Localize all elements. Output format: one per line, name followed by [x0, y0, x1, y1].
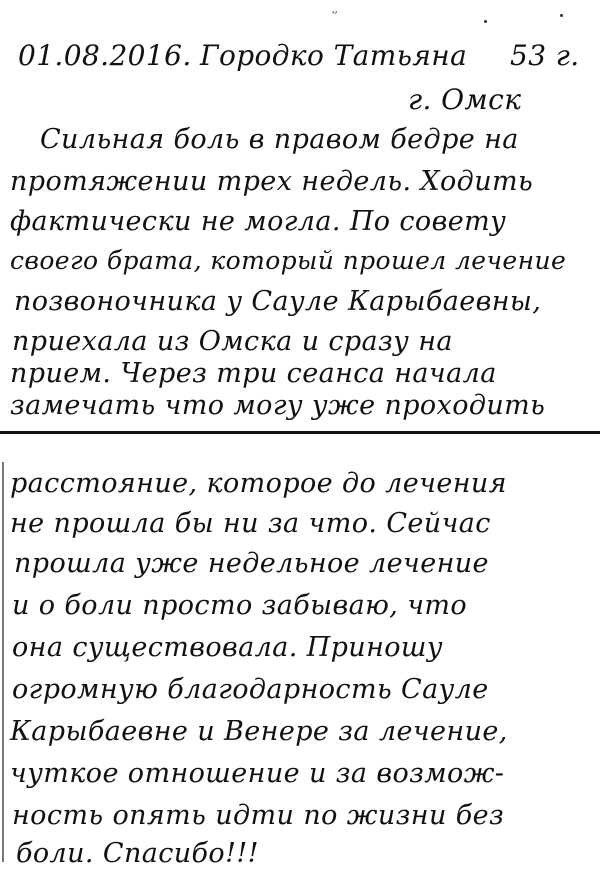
letter-line: огромную благодарность Сауле [12, 674, 489, 705]
ink-speck [484, 20, 487, 23]
ink-speck [560, 14, 563, 17]
header-date: 01.08.2016. [18, 39, 192, 72]
header-city: г. Омск [408, 83, 522, 116]
letter-line: протяжении трех недель. Ходить [10, 166, 534, 197]
letter-line: боли. Спасибо!!! [16, 838, 259, 869]
pen-tick-mark: ᵕ [332, 6, 338, 22]
letter-line: расстояние, которое до лечения [10, 468, 507, 499]
letter-line: прием. Через три сеанса начала [10, 358, 497, 389]
letter-line: и о боли просто забываю, что [12, 590, 468, 621]
letter-line: своего брата, который прошел лечение [10, 246, 567, 275]
letter-line: Карыбаевне и Венере за лечение, [10, 716, 508, 747]
header-age: 53 г. [510, 39, 580, 72]
letter-line: чуткое отношение и за возмож- [10, 758, 505, 789]
letter-line: она существовала. Приношу [12, 632, 443, 663]
header-name: Городко Татьяна [200, 39, 468, 72]
letter-line: приехала из Омска и сразу на [12, 326, 453, 357]
letter-line: фактически не могла. По совету [10, 206, 507, 237]
letter-sheet-bottom [0, 432, 600, 884]
letter-line: прошла уже недельное лечение [14, 548, 489, 579]
letter-sheet-top [0, 0, 600, 432]
sheet-edge-line [2, 462, 4, 862]
letter-line: замечать что могу уже проходить [10, 390, 546, 421]
letter-line: не прошла бы ни за что. Сейчас [10, 508, 491, 539]
letter-line: Сильная боль в правом бедре на [40, 124, 519, 155]
letter-line: ность опять идти по жизни без [12, 800, 505, 831]
letter-line: позвоночника у Сауле Карыбаевны, [14, 286, 542, 317]
